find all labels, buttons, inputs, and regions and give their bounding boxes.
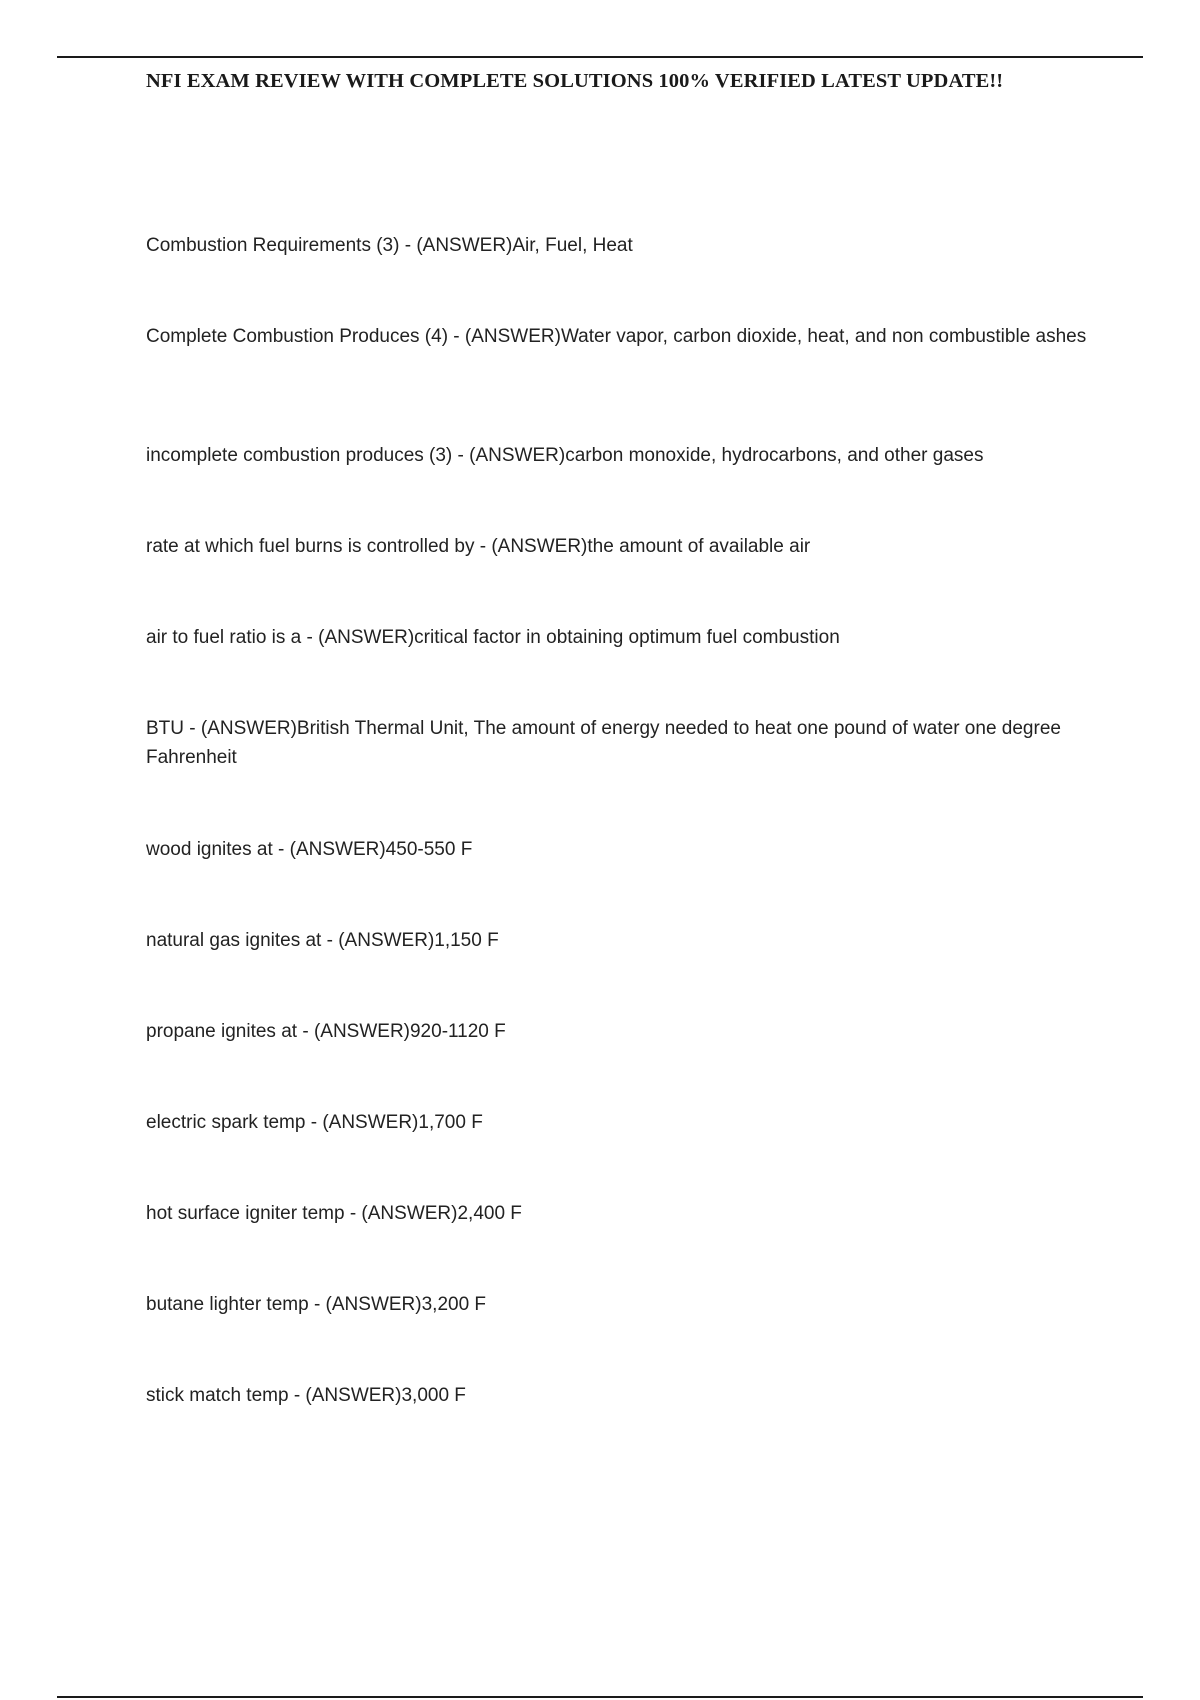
top-rule [57,56,1143,58]
qa-entry: butane lighter temp - (ANSWER)3,200 F [146,1294,487,1315]
qa-entry: Combustion Requirements (3) - (ANSWER)Air, Fuel, Heat [146,235,633,256]
document-title: NFI EXAM REVIEW WITH COMPLETE SOLUTIONS 100% VERIFIED LATEST UPDATE!! [146,70,1004,92]
qa-entry: propane ignites at - (ANSWER)920-1120 F [146,1021,506,1042]
qa-entry: wood ignites at - (ANSWER)450-550 F [146,839,473,860]
qa-entry: rate at which fuel burns is controlled by - (ANSWER)the amount of available air [146,536,811,557]
qa-entry: stick match temp - (ANSWER)3,000 F [146,1385,466,1406]
bottom-rule [57,1696,1143,1698]
qa-entry: air to fuel ratio is a - (ANSWER)critical factor in obtaining optimum fuel combustion [146,627,840,648]
qa-entry: BTU - (ANSWER)British Thermal Unit, The amount of energy needed to heat one pound of water one degree Fahrenheit [146,718,1061,768]
qa-entry: incomplete combustion produces (3) - (ANSWER)carbon monoxide, hydrocarbons, and other gases [146,445,984,466]
qa-entry: natural gas ignites at - (ANSWER)1,150 F [146,930,499,951]
qa-entry: Complete Combustion Produces (4) - (ANSWER)Water vapor, carbon dioxide, heat, and non combustible ashes [146,326,1087,347]
qa-entry: electric spark temp - (ANSWER)1,700 F [146,1112,483,1133]
qa-entry: hot surface igniter temp - (ANSWER)2,400 F [146,1203,522,1224]
